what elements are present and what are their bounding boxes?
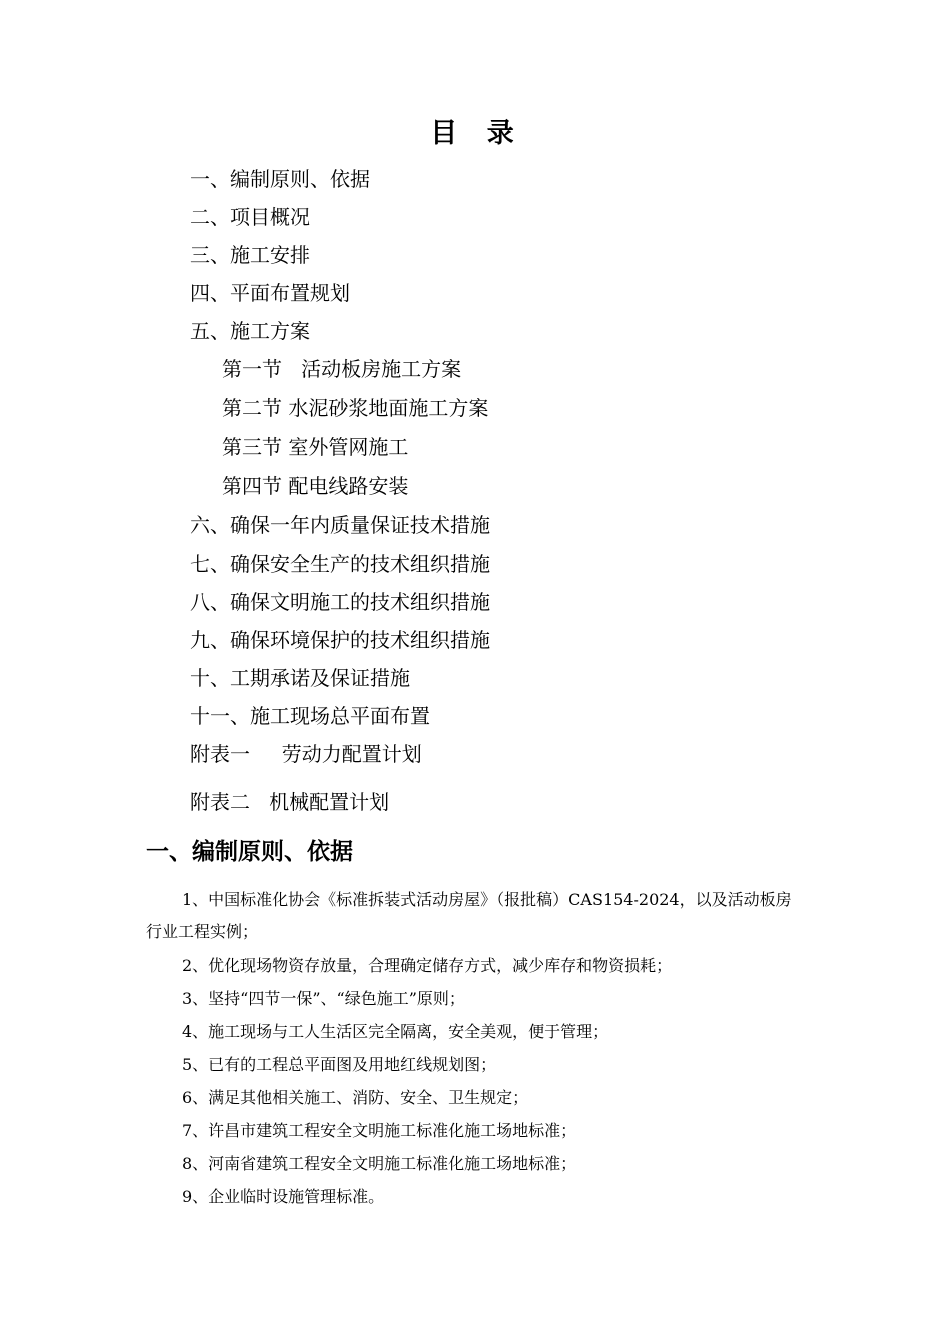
paragraph: 7、许昌市建筑工程安全文明施工标准化施工场地标准； [182, 1121, 577, 1140]
paragraph: 9、企业临时设施管理标准。 [182, 1187, 385, 1206]
toc-subitem[interactable]: 第三节 室外管网施工 [222, 435, 409, 459]
toc-item[interactable]: 六、确保一年内质量保证技术措施 [190, 513, 490, 537]
toc-subitem[interactable]: 第二节 水泥砂浆地面施工方案 [222, 396, 489, 420]
toc-item[interactable]: 三、施工安排 [190, 243, 310, 267]
paragraph: 5、已有的工程总平面图及用地红线规划图； [182, 1055, 497, 1074]
toc-item[interactable]: 七、确保安全生产的技术组织措施 [190, 552, 490, 576]
section-heading: 一、编制原则、依据 [146, 838, 353, 865]
paragraph: 4、施工现场与工人生活区完全隔离，安全美观，便于管理； [182, 1022, 609, 1041]
toc-item[interactable]: 二、项目概况 [190, 205, 310, 229]
toc-item[interactable]: 一、编制原则、依据 [190, 167, 370, 191]
toc-item[interactable]: 十、工期承诺及保证措施 [190, 666, 410, 690]
paragraph: 1、中国标准化协会《标准拆装式活动房屋》（报批稿）CAS154-2024，以及活动板房行业工程实例； [146, 890, 792, 941]
toc-item[interactable]: 四、平面布置规划 [190, 281, 350, 305]
paragraph: 6、满足其他相关施工、消防、安全、卫生规定； [182, 1088, 529, 1107]
toc-item[interactable]: 十一、施工现场总平面布置 [190, 704, 430, 728]
toc-item[interactable]: 八、确保文明施工的技术组织措施 [190, 590, 490, 614]
paragraph: 2、优化现场物资存放量，合理确定储存方式，减少库存和物资损耗； [182, 956, 673, 975]
paragraph: 3、坚持“四节一保”、“绿色施工”原则； [182, 989, 465, 1008]
toc-title: 目 录 [430, 118, 524, 149]
toc-item[interactable]: 五、施工方案 [190, 319, 310, 343]
toc-subitem[interactable]: 第一节 活动板房施工方案 [222, 357, 462, 381]
paragraph: 8、河南省建筑工程安全文明施工标准化施工场地标准； [182, 1154, 577, 1173]
toc-item[interactable]: 九、确保环境保护的技术组织措施 [190, 628, 490, 652]
toc-item[interactable]: 附表二 机械配置计划 [190, 790, 390, 814]
toc-subitem[interactable]: 第四节 配电线路安装 [222, 474, 409, 498]
toc-item[interactable]: 附表一 劳动力配置计划 [190, 742, 422, 766]
